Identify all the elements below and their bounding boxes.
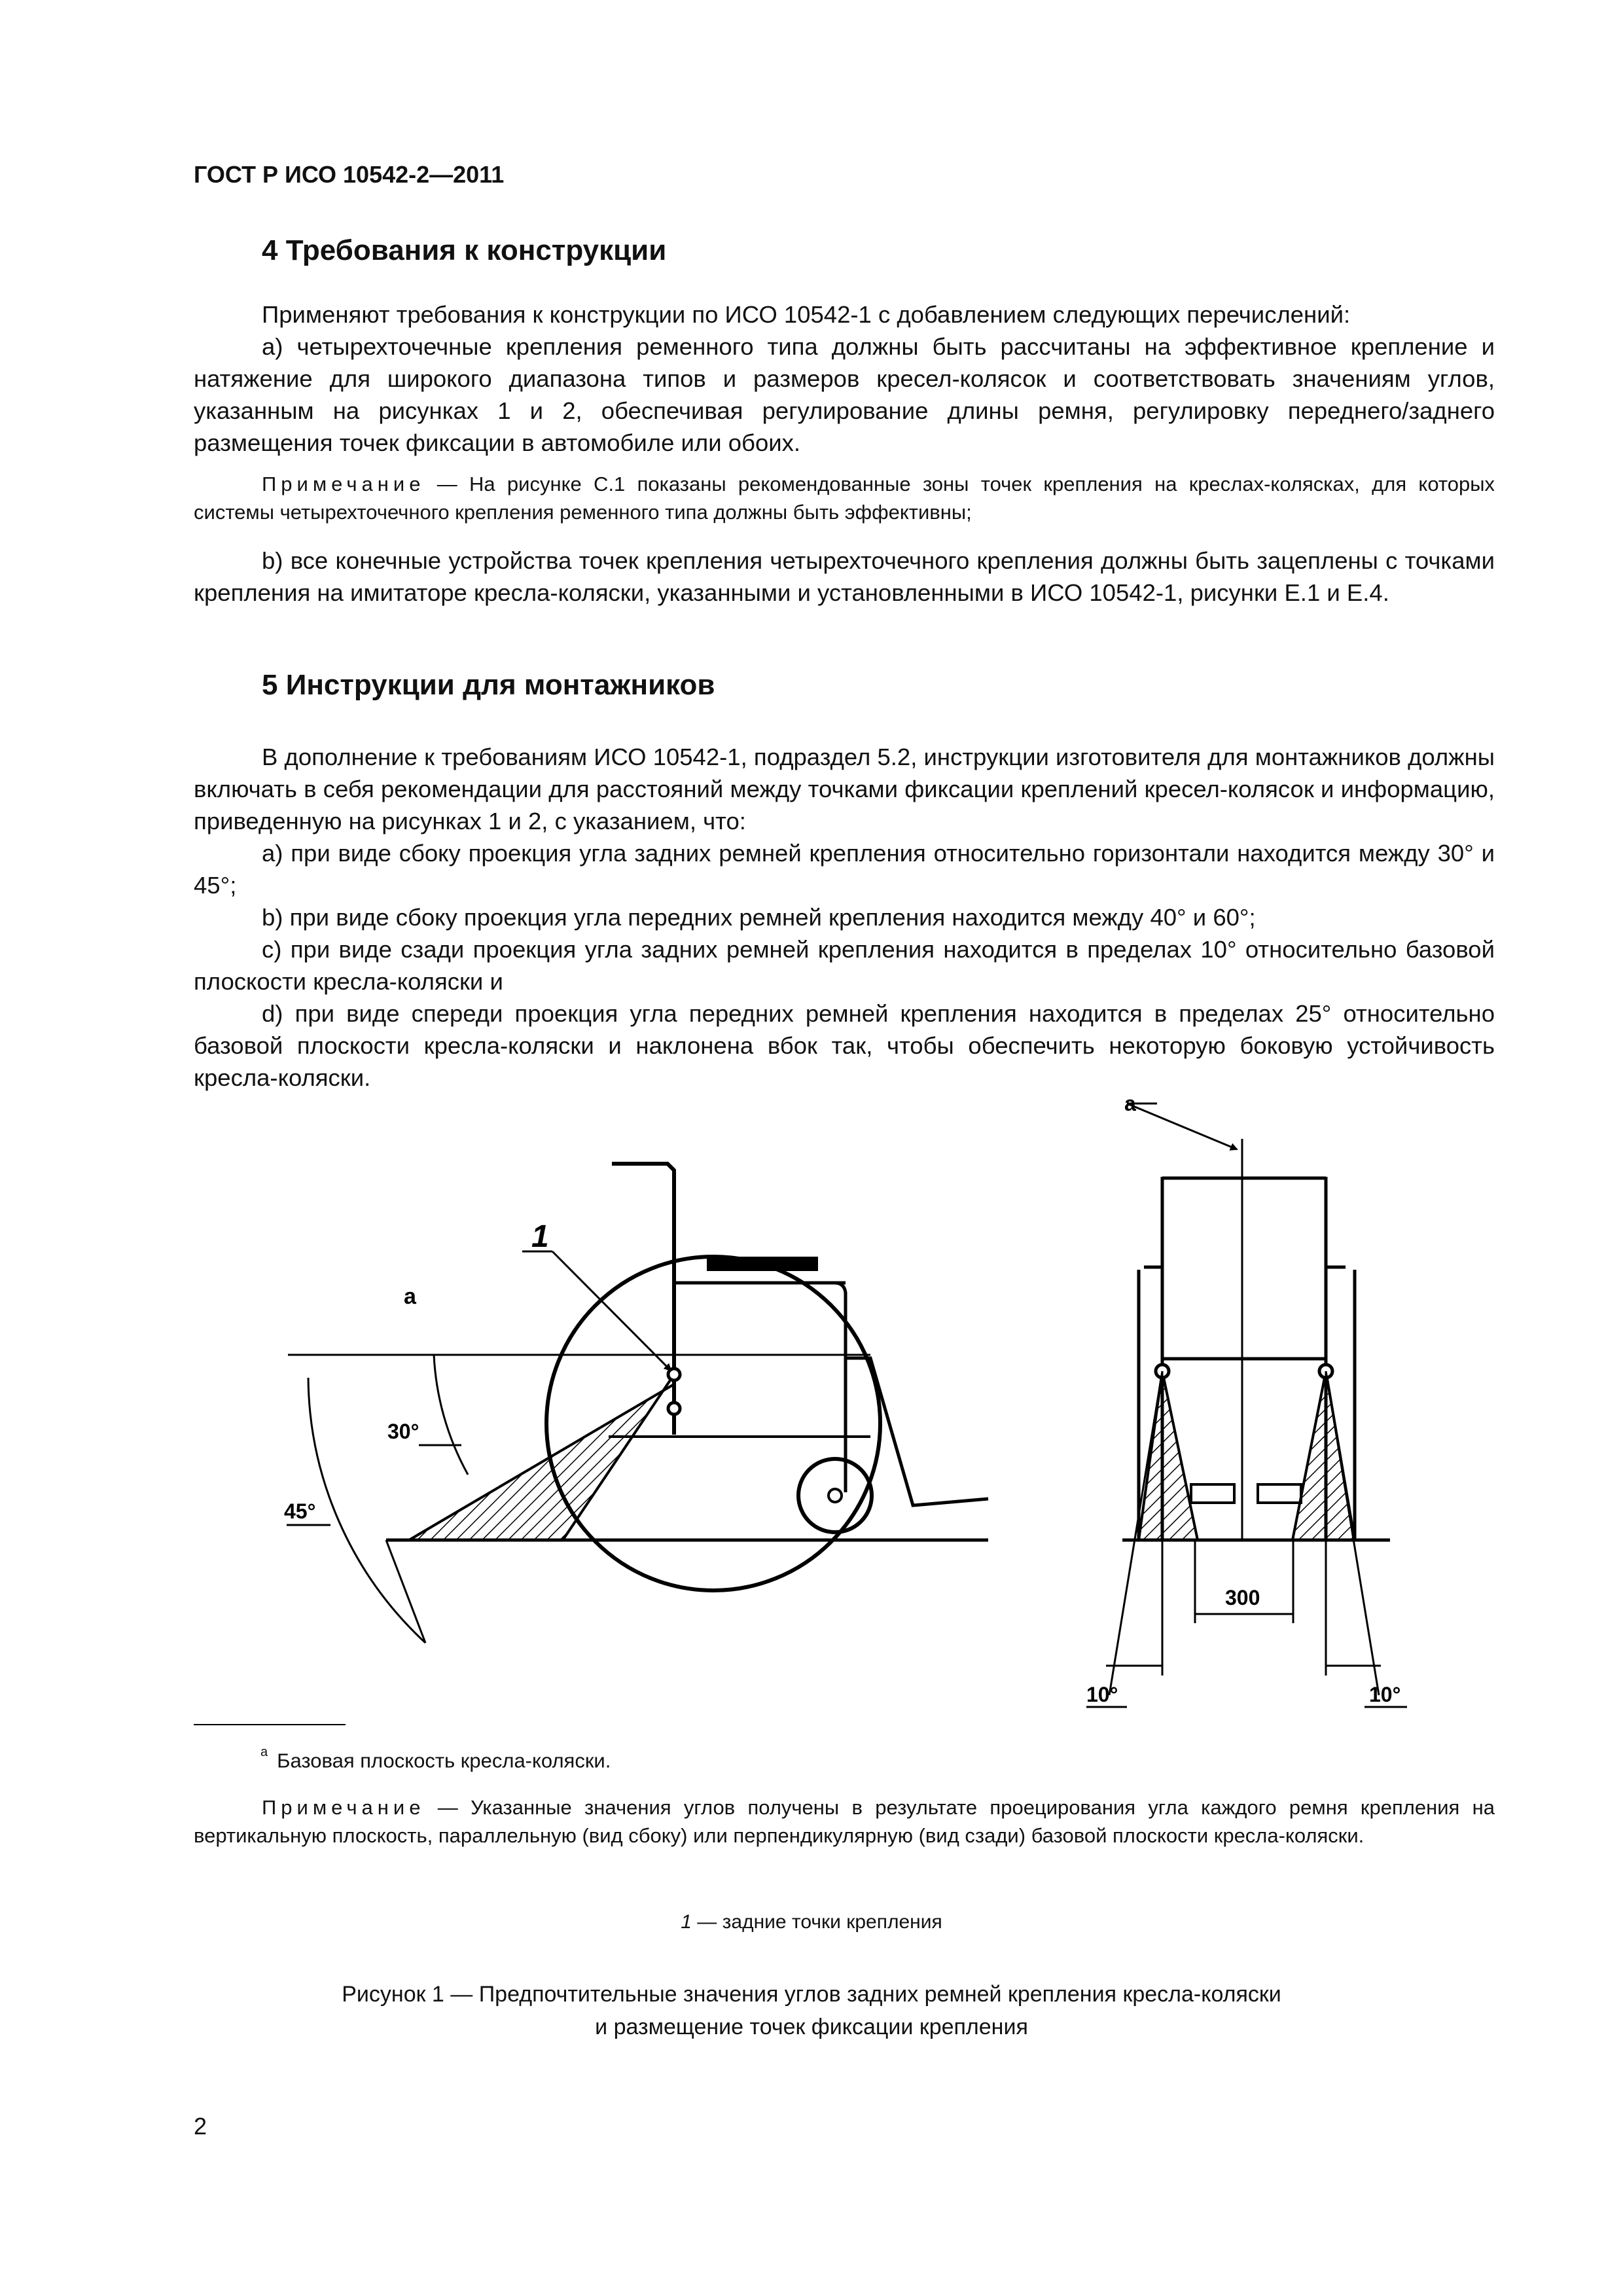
- caption-line-1: Рисунок 1 — Предпочтительные значения углов задних ремней крепления кресла-коляски: [342, 1982, 1281, 2007]
- page-number: 2: [194, 2113, 207, 2140]
- angle-45-label: 45°: [284, 1499, 316, 1523]
- footrest-frame: [846, 1358, 988, 1505]
- side-view: [287, 1164, 988, 1643]
- section-5-intro: В дополнение к требованиям ИСО 10542-1, подраздел 5.2, инструкции изготовителя для монтажников должны включать в себя рекомендации для расстояний между точками фиксации креплений кресел-колясок и информацию, приведенную на рисунках 1 и 2, с указанием, что:: [194, 744, 1495, 834]
- section-4-heading: 4 Требования к конструкции: [262, 234, 667, 266]
- figure-legend: [0, 1911, 1623, 1933]
- footnote: [260, 1745, 611, 1772]
- seat-cushion: [707, 1257, 818, 1271]
- section-5-item-a: а) при виде сбоку проекция угла задних ремней крепления относительно горизонтали находится между 30° и 45°;: [194, 840, 1495, 899]
- angle-30-label: 30°: [387, 1420, 419, 1443]
- leader-a: [1127, 1103, 1237, 1149]
- note-label: Примечание: [262, 473, 425, 495]
- section-4-intro: Применяют требования к конструкции по ИСО 10542-1 с добавлением следующих перечислений:: [262, 301, 1351, 328]
- push-handle: [612, 1164, 674, 1435]
- angle-10-right-label: 10°: [1369, 1683, 1401, 1706]
- arc-30: [434, 1355, 468, 1475]
- arc-45: [308, 1378, 425, 1643]
- note-text: — На рисунке С.1 показаны рекомендованные зоны точек крепления на креслах-колясках, для которых системы четырехточечного крепления ременного типа должны быть эффективны;: [194, 473, 1495, 524]
- document-header: ГОСТ Р ИСО 10542-2—2011: [194, 161, 505, 188]
- footnote-marker: a: [260, 1745, 268, 1759]
- section-5-item-d: d) при виде спереди проекция угла передних ремней крепления находится в пределах 25° относительно базовой плоскости кресла-коляски и наклонена вбок так, чтобы обеспечить некоторую боковую устойчивость кресла-коляски.: [194, 1000, 1495, 1091]
- strap-zone-hatch: [409, 1374, 674, 1540]
- rear-label-a: a: [1124, 1092, 1136, 1115]
- front-caster: [798, 1459, 872, 1532]
- section-4-item-b: b) все конечные устройства точек крепления четырехточечного крепления должны быть зацеплены с точками крепления на имитаторе кресла-коляски, указанными и установленными в ИСО 10542-1, рисунки Е.1 и Е.4.: [194, 547, 1495, 606]
- caption-line-2: и размещение точек фиксации крепления: [595, 2015, 1028, 2039]
- section-5-item-b: b) при виде сбоку проекция угла передних ремней крепления находится между 40° и 60°;: [262, 904, 1256, 931]
- footnote-text: Базовая плоскость кресла-коляски.: [277, 1749, 611, 1772]
- footnote-divider: [194, 1724, 346, 1725]
- figure-note-label: Примечание: [262, 1796, 425, 1819]
- section-4-item-a: а) четырехточечные крепления ременного типа должны быть рассчитаны на эффективное крепление и натяжение для широкого диапазона типов и размеров кресел-колясок и соответствовать значениям углов, указанным на рисунках 1 и 2, обеспечивая регулирование длины ремня, регулировку переднего/заднего размещения точек фиксации в автомобиле или обоих.: [194, 333, 1495, 456]
- dim-300-label: 300: [1225, 1586, 1260, 1609]
- rear-view: [1086, 1103, 1407, 1707]
- side-label-1: 1: [531, 1219, 549, 1254]
- side-label-a: a: [404, 1284, 416, 1309]
- figure-note-text: — Указанные значения углов получены в результате проецирования угла каждого ремня крепления на вертикальную плоскость, параллельную (вид сбоку) или перпендикулярную (вид сзади) базовой плоскости кресла-коляски.: [194, 1796, 1495, 1847]
- figure-caption: [0, 1978, 1623, 2043]
- section-5-item-c: c) при виде сзади проекция угла задних ремней крепления находится в пределах 10° относительно базовой плоскости кресла-коляски и: [194, 936, 1495, 995]
- legend-number: 1: [681, 1911, 692, 1933]
- figure-note: [194, 1793, 1495, 1850]
- legend-text: — задние точки крепления: [691, 1911, 942, 1933]
- rear-anchor-point-lower: [668, 1403, 680, 1414]
- section-5-heading: 5 Инструкции для монтажников: [262, 669, 715, 701]
- angle-10-left-label: 10°: [1086, 1683, 1118, 1706]
